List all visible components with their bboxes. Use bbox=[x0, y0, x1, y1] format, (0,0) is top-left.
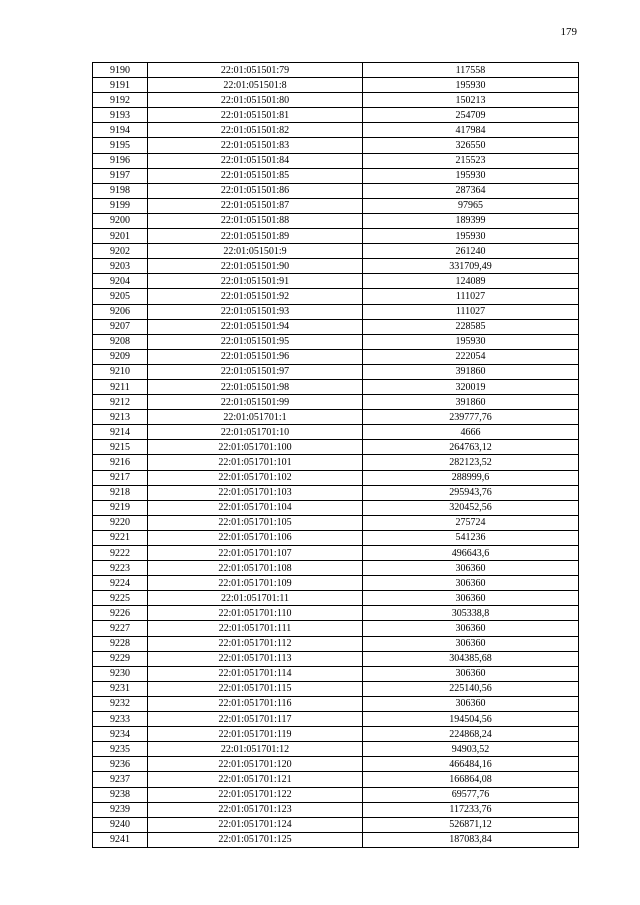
row-number-cell: 9241 bbox=[93, 832, 148, 847]
value-cell: 215523 bbox=[363, 153, 579, 168]
table-row bbox=[93, 379, 579, 394]
row-number-cell: 9233 bbox=[93, 712, 148, 727]
cadastral-number-cell: 22:01:051501:93 bbox=[148, 304, 363, 319]
cadastral-number-cell: 22:01:051501:82 bbox=[148, 123, 363, 138]
cadastral-number-cell: 22:01:051501:87 bbox=[148, 198, 363, 213]
cadastral-number-cell: 22:01:051701:111 bbox=[148, 621, 363, 636]
row-number-cell: 9224 bbox=[93, 576, 148, 591]
value-cell: 331709,49 bbox=[363, 259, 579, 274]
value-cell: 225140,56 bbox=[363, 681, 579, 696]
cadastral-number-cell: 22:01:051501:9 bbox=[148, 244, 363, 259]
row-number-cell: 9193 bbox=[93, 108, 148, 123]
row-number-cell: 9220 bbox=[93, 515, 148, 530]
cadastral-number-cell: 22:01:051701:121 bbox=[148, 772, 363, 787]
value-cell: 306360 bbox=[363, 666, 579, 681]
table-row bbox=[93, 153, 579, 168]
value-cell: 496643,6 bbox=[363, 546, 579, 561]
value-cell: 117233,76 bbox=[363, 802, 579, 817]
row-number-cell: 9205 bbox=[93, 289, 148, 304]
table-row bbox=[93, 198, 579, 213]
table-row bbox=[93, 485, 579, 500]
value-cell: 261240 bbox=[363, 244, 579, 259]
table-row bbox=[93, 606, 579, 621]
cadastral-number-cell: 22:01:051501:81 bbox=[148, 108, 363, 123]
row-number-cell: 9231 bbox=[93, 681, 148, 696]
value-cell: 288999,6 bbox=[363, 470, 579, 485]
row-number-cell: 9225 bbox=[93, 591, 148, 606]
row-number-cell: 9200 bbox=[93, 213, 148, 228]
table-row bbox=[93, 319, 579, 334]
cadastral-number-cell: 22:01:051501:90 bbox=[148, 259, 363, 274]
table-row bbox=[93, 470, 579, 485]
table-row bbox=[93, 93, 579, 108]
row-number-cell: 9211 bbox=[93, 379, 148, 394]
row-number-cell: 9191 bbox=[93, 78, 148, 93]
cadastral-number-cell: 22:01:051701:114 bbox=[148, 666, 363, 681]
row-number-cell: 9209 bbox=[93, 349, 148, 364]
table-row bbox=[93, 123, 579, 138]
table-row bbox=[93, 515, 579, 530]
page-number: 179 bbox=[560, 26, 577, 38]
cadastral-number-cell: 22:01:051701:112 bbox=[148, 636, 363, 651]
value-cell: 306360 bbox=[363, 621, 579, 636]
value-cell: 295943,76 bbox=[363, 485, 579, 500]
row-number-cell: 9198 bbox=[93, 183, 148, 198]
value-cell: 111027 bbox=[363, 304, 579, 319]
cadastral-number-cell: 22:01:051501:89 bbox=[148, 229, 363, 244]
table-row bbox=[93, 787, 579, 802]
row-number-cell: 9237 bbox=[93, 772, 148, 787]
value-cell: 320019 bbox=[363, 379, 579, 394]
value-cell: 306360 bbox=[363, 696, 579, 711]
value-cell: 320452,56 bbox=[363, 500, 579, 515]
table-row bbox=[93, 757, 579, 772]
cadastral-number-cell: 22:01:051501:85 bbox=[148, 168, 363, 183]
cadastral-number-cell: 22:01:051701:124 bbox=[148, 817, 363, 832]
table-row bbox=[93, 274, 579, 289]
cadastral-number-cell: 22:01:051501:94 bbox=[148, 319, 363, 334]
table-row bbox=[93, 636, 579, 651]
table-row bbox=[93, 576, 579, 591]
table-row bbox=[93, 304, 579, 319]
value-cell: 150213 bbox=[363, 93, 579, 108]
row-number-cell: 9194 bbox=[93, 123, 148, 138]
value-cell: 4666 bbox=[363, 425, 579, 440]
table-row bbox=[93, 561, 579, 576]
value-cell: 306360 bbox=[363, 576, 579, 591]
table-row bbox=[93, 425, 579, 440]
table-row bbox=[93, 696, 579, 711]
cadastral-number-cell: 22:01:051701:109 bbox=[148, 576, 363, 591]
cadastral-number-cell: 22:01:051501:91 bbox=[148, 274, 363, 289]
value-cell: 306360 bbox=[363, 591, 579, 606]
row-number-cell: 9216 bbox=[93, 455, 148, 470]
value-cell: 326550 bbox=[363, 138, 579, 153]
cadastral-number-cell: 22:01:051701:102 bbox=[148, 470, 363, 485]
value-cell: 222054 bbox=[363, 349, 579, 364]
table-row bbox=[93, 229, 579, 244]
table-row bbox=[93, 651, 579, 666]
value-cell: 195930 bbox=[363, 78, 579, 93]
row-number-cell: 9235 bbox=[93, 742, 148, 757]
cadastral-number-cell: 22:01:051701:11 bbox=[148, 591, 363, 606]
table-row bbox=[93, 289, 579, 304]
value-cell: 195930 bbox=[363, 229, 579, 244]
cadastral-number-cell: 22:01:051701:113 bbox=[148, 651, 363, 666]
table-row bbox=[93, 183, 579, 198]
table-row bbox=[93, 727, 579, 742]
row-number-cell: 9212 bbox=[93, 395, 148, 410]
row-number-cell: 9223 bbox=[93, 561, 148, 576]
row-number-cell: 9203 bbox=[93, 259, 148, 274]
table-row bbox=[93, 832, 579, 847]
table-row bbox=[93, 742, 579, 757]
row-number-cell: 9226 bbox=[93, 606, 148, 621]
row-number-cell: 9240 bbox=[93, 817, 148, 832]
cadastral-number-cell: 22:01:051701:101 bbox=[148, 455, 363, 470]
cadastral-number-cell: 22:01:051701:120 bbox=[148, 757, 363, 772]
row-number-cell: 9204 bbox=[93, 274, 148, 289]
row-number-cell: 9197 bbox=[93, 168, 148, 183]
value-cell: 306360 bbox=[363, 561, 579, 576]
cadastral-number-cell: 22:01:051701:103 bbox=[148, 485, 363, 500]
row-number-cell: 9238 bbox=[93, 787, 148, 802]
value-cell: 239777,76 bbox=[363, 410, 579, 425]
value-cell: 111027 bbox=[363, 289, 579, 304]
registry-table-body bbox=[93, 63, 579, 848]
row-number-cell: 9232 bbox=[93, 696, 148, 711]
value-cell: 117558 bbox=[363, 63, 579, 78]
cadastral-number-cell: 22:01:051701:1 bbox=[148, 410, 363, 425]
value-cell: 124089 bbox=[363, 274, 579, 289]
value-cell: 287364 bbox=[363, 183, 579, 198]
table-row bbox=[93, 621, 579, 636]
value-cell: 187083,84 bbox=[363, 832, 579, 847]
table-row bbox=[93, 334, 579, 349]
cadastral-number-cell: 22:01:051501:79 bbox=[148, 63, 363, 78]
row-number-cell: 9228 bbox=[93, 636, 148, 651]
cadastral-number-cell: 22:01:051501:84 bbox=[148, 153, 363, 168]
table-row bbox=[93, 455, 579, 470]
cadastral-number-cell: 22:01:051501:92 bbox=[148, 289, 363, 304]
table-row bbox=[93, 802, 579, 817]
value-cell: 224868,24 bbox=[363, 727, 579, 742]
cadastral-number-cell: 22:01:051701:117 bbox=[148, 712, 363, 727]
value-cell: 94903,52 bbox=[363, 742, 579, 757]
table-row bbox=[93, 168, 579, 183]
value-cell: 275724 bbox=[363, 515, 579, 530]
cadastral-number-cell: 22:01:051701:115 bbox=[148, 681, 363, 696]
row-number-cell: 9217 bbox=[93, 470, 148, 485]
table-row bbox=[93, 666, 579, 681]
row-number-cell: 9207 bbox=[93, 319, 148, 334]
row-number-cell: 9234 bbox=[93, 727, 148, 742]
row-number-cell: 9221 bbox=[93, 530, 148, 545]
value-cell: 541236 bbox=[363, 530, 579, 545]
row-number-cell: 9218 bbox=[93, 485, 148, 500]
value-cell: 391860 bbox=[363, 395, 579, 410]
value-cell: 195930 bbox=[363, 168, 579, 183]
cadastral-number-cell: 22:01:051701:123 bbox=[148, 802, 363, 817]
cadastral-number-cell: 22:01:051501:86 bbox=[148, 183, 363, 198]
table-row bbox=[93, 349, 579, 364]
value-cell: 417984 bbox=[363, 123, 579, 138]
value-cell: 97965 bbox=[363, 198, 579, 213]
value-cell: 466484,16 bbox=[363, 757, 579, 772]
table-row bbox=[93, 681, 579, 696]
row-number-cell: 9201 bbox=[93, 229, 148, 244]
row-number-cell: 9208 bbox=[93, 334, 148, 349]
row-number-cell: 9215 bbox=[93, 440, 148, 455]
table-row bbox=[93, 108, 579, 123]
cadastral-number-cell: 22:01:051701:107 bbox=[148, 546, 363, 561]
cadastral-number-cell: 22:01:051701:122 bbox=[148, 787, 363, 802]
value-cell: 305338,8 bbox=[363, 606, 579, 621]
value-cell: 166864,08 bbox=[363, 772, 579, 787]
cadastral-number-cell: 22:01:051501:99 bbox=[148, 395, 363, 410]
value-cell: 306360 bbox=[363, 636, 579, 651]
row-number-cell: 9195 bbox=[93, 138, 148, 153]
cadastral-number-cell: 22:01:051701:125 bbox=[148, 832, 363, 847]
value-cell: 264763,12 bbox=[363, 440, 579, 455]
row-number-cell: 9202 bbox=[93, 244, 148, 259]
table-row bbox=[93, 772, 579, 787]
table-row bbox=[93, 440, 579, 455]
row-number-cell: 9213 bbox=[93, 410, 148, 425]
table-row bbox=[93, 546, 579, 561]
table-row bbox=[93, 410, 579, 425]
row-number-cell: 9222 bbox=[93, 546, 148, 561]
table-row bbox=[93, 395, 579, 410]
table-row bbox=[93, 213, 579, 228]
row-number-cell: 9239 bbox=[93, 802, 148, 817]
row-number-cell: 9219 bbox=[93, 500, 148, 515]
row-number-cell: 9196 bbox=[93, 153, 148, 168]
row-number-cell: 9227 bbox=[93, 621, 148, 636]
row-number-cell: 9192 bbox=[93, 93, 148, 108]
cadastral-number-cell: 22:01:051701:10 bbox=[148, 425, 363, 440]
value-cell: 391860 bbox=[363, 364, 579, 379]
row-number-cell: 9229 bbox=[93, 651, 148, 666]
table-row bbox=[93, 259, 579, 274]
cadastral-number-cell: 22:01:051501:95 bbox=[148, 334, 363, 349]
cadastral-number-cell: 22:01:051701:110 bbox=[148, 606, 363, 621]
cadastral-number-cell: 22:01:051701:119 bbox=[148, 727, 363, 742]
table-row bbox=[93, 712, 579, 727]
cadastral-number-cell: 22:01:051701:116 bbox=[148, 696, 363, 711]
value-cell: 194504,56 bbox=[363, 712, 579, 727]
value-cell: 228585 bbox=[363, 319, 579, 334]
cadastral-number-cell: 22:01:051701:12 bbox=[148, 742, 363, 757]
cadastral-number-cell: 22:01:051701:100 bbox=[148, 440, 363, 455]
table-row bbox=[93, 591, 579, 606]
cadastral-number-cell: 22:01:051501:96 bbox=[148, 349, 363, 364]
row-number-cell: 9199 bbox=[93, 198, 148, 213]
row-number-cell: 9210 bbox=[93, 364, 148, 379]
row-number-cell: 9206 bbox=[93, 304, 148, 319]
table-row bbox=[93, 63, 579, 78]
value-cell: 304385,68 bbox=[363, 651, 579, 666]
table-row bbox=[93, 500, 579, 515]
cadastral-number-cell: 22:01:051701:104 bbox=[148, 500, 363, 515]
value-cell: 69577,76 bbox=[363, 787, 579, 802]
cadastral-number-cell: 22:01:051501:98 bbox=[148, 379, 363, 394]
table-row bbox=[93, 364, 579, 379]
cadastral-number-cell: 22:01:051501:8 bbox=[148, 78, 363, 93]
table-row bbox=[93, 78, 579, 93]
value-cell: 282123,52 bbox=[363, 455, 579, 470]
cadastral-number-cell: 22:01:051701:108 bbox=[148, 561, 363, 576]
cadastral-number-cell: 22:01:051501:80 bbox=[148, 93, 363, 108]
row-number-cell: 9214 bbox=[93, 425, 148, 440]
table-row bbox=[93, 138, 579, 153]
value-cell: 254709 bbox=[363, 108, 579, 123]
table-row bbox=[93, 817, 579, 832]
row-number-cell: 9190 bbox=[93, 63, 148, 78]
value-cell: 195930 bbox=[363, 334, 579, 349]
cadastral-number-cell: 22:01:051701:106 bbox=[148, 530, 363, 545]
table-row bbox=[93, 244, 579, 259]
value-cell: 526871,12 bbox=[363, 817, 579, 832]
cadastral-number-cell: 22:01:051501:88 bbox=[148, 213, 363, 228]
row-number-cell: 9230 bbox=[93, 666, 148, 681]
cadastral-number-cell: 22:01:051501:97 bbox=[148, 364, 363, 379]
row-number-cell: 9236 bbox=[93, 757, 148, 772]
registry-table bbox=[92, 62, 579, 848]
table-row bbox=[93, 530, 579, 545]
cadastral-number-cell: 22:01:051501:83 bbox=[148, 138, 363, 153]
value-cell: 189399 bbox=[363, 213, 579, 228]
cadastral-number-cell: 22:01:051701:105 bbox=[148, 515, 363, 530]
